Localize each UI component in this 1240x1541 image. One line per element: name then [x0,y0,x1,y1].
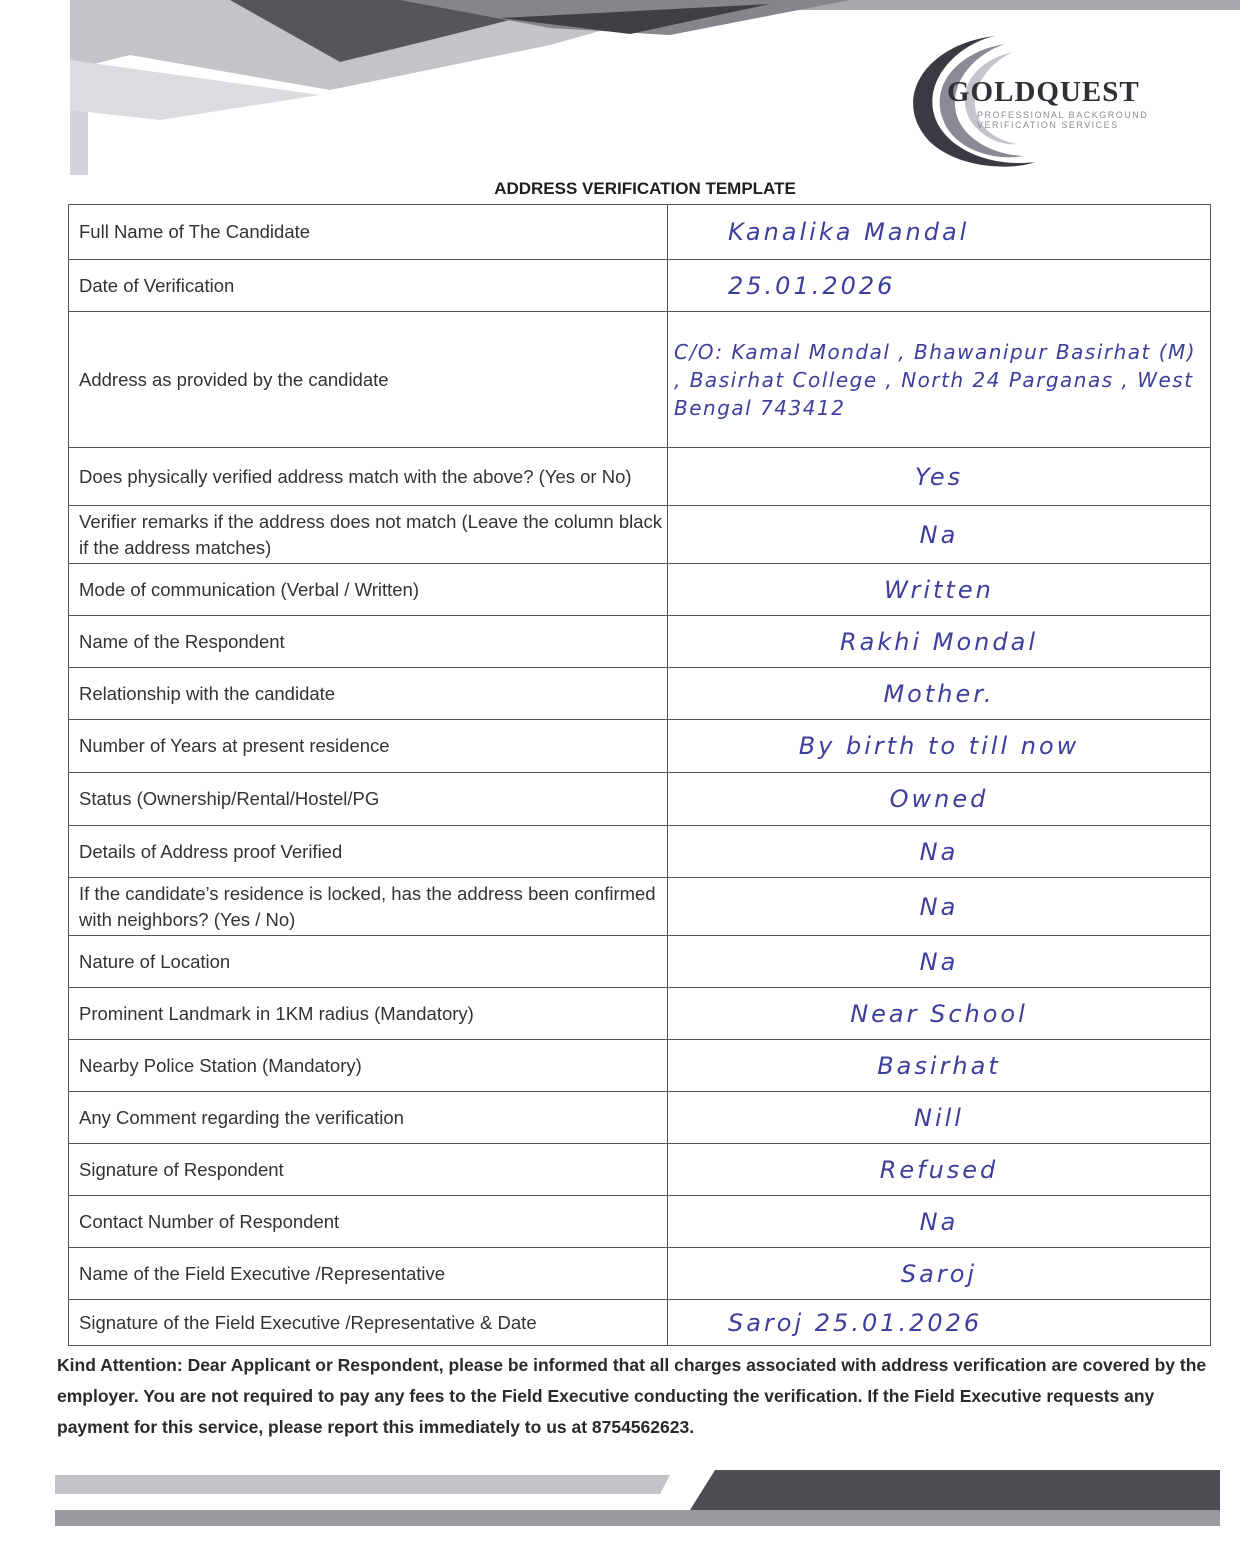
table-row [69,988,1211,1040]
table-row [69,506,1211,564]
row-label: Does physically verified address match with the above? (Yes or No) [69,448,668,506]
row-value: By birth to till now [668,720,1211,773]
row-label: Number of Years at present residence [69,720,668,773]
row-value: Na [668,936,1211,988]
row-label: Status (Ownership/Rental/Hostel/PG [69,773,668,826]
table-row [69,616,1211,668]
row-label: Any Comment regarding the verification [69,1092,668,1144]
row-value: Kanalika Mandal [668,205,1211,260]
logo-tagline [977,110,1148,130]
row-value: Refused [668,1144,1211,1196]
logo-tagline-line2: VERIFICATION SERVICES [977,120,1119,130]
kind-attention-notice: Kind Attention: Dear Applicant or Respondent, please be informed that all charges associated with address verification are covered by the employer. You are not required to pay any fees to the Field Executive conducting the verification. If the Field Executive requests any payment for this service, please report this immediately to us at 8754562623. [57,1355,1207,1437]
row-value: Owned [668,773,1211,826]
logo-wordmark: GOLDQUEST [947,76,1140,108]
logo-tagline-line1: PROFESSIONAL BACKGROUND [977,110,1149,120]
row-label: Signature of Respondent [69,1144,668,1196]
table-row [69,1248,1211,1300]
table-row [69,312,1211,448]
table-row [69,564,1211,616]
row-value: Written [668,564,1211,616]
page-title: ADDRESS VERIFICATION TEMPLATE [494,179,796,198]
verification-table [68,204,1211,1346]
row-value: 25.01.2026 [668,260,1211,312]
row-value: Na [668,506,1211,564]
table-row [69,936,1211,988]
table-row [69,1300,1211,1346]
row-value: Mother. [668,668,1211,720]
row-value: Yes [668,448,1211,506]
row-value: Nill [668,1092,1211,1144]
row-label: Name of the Respondent [69,616,668,668]
row-value: Saroj 25.01.2026 [668,1300,1211,1346]
row-label: Relationship with the candidate [69,668,668,720]
table-row [69,720,1211,773]
row-label: Nature of Location [69,936,668,988]
row-value: Na [668,826,1211,878]
row-label: If the candidate’s residence is locked, has the address been confirmed with neighbors? (Yes / No) [69,878,668,936]
table-row [69,878,1211,936]
table-row [69,205,1211,260]
row-value: Near School [668,988,1211,1040]
footer-decoration [55,1470,1220,1530]
table-row [69,1144,1211,1196]
row-label: Prominent Landmark in 1KM radius (Mandatory) [69,988,668,1040]
row-label: Full Name of The Candidate [69,205,668,260]
table-row [69,1040,1211,1092]
table-row [69,826,1211,878]
row-value: Saroj [668,1248,1211,1300]
row-value: Rakhi Mondal [668,616,1211,668]
row-value: Na [668,878,1211,936]
row-label: Nearby Police Station (Mandatory) [69,1040,668,1092]
row-value: Basirhat [668,1040,1211,1092]
table-row [69,1196,1211,1248]
row-label: Contact Number of Respondent [69,1196,668,1248]
row-label: Name of the Field Executive /Representative [69,1248,668,1300]
table-row [69,448,1211,506]
row-label: Verifier remarks if the address does not match (Leave the column black if the address matches) [69,506,668,564]
table-row [69,773,1211,826]
table-row [69,668,1211,720]
row-label: Address as provided by the candidate [69,312,668,448]
table-row [69,260,1211,312]
row-label: Mode of communication (Verbal / Written) [69,564,668,616]
row-label: Date of Verification [69,260,668,312]
goldquest-logo [885,30,1185,170]
row-label: Signature of the Field Executive /Representative & Date [69,1300,668,1346]
table-row [69,1092,1211,1144]
row-value: C/O: Kamal Mondal , Bhawanipur Basirhat (M) , Basirhat College , North 24 Parganas , West Bengal 743412 [668,312,1211,448]
row-label: Details of Address proof Verified [69,826,668,878]
row-value: Na [668,1196,1211,1248]
